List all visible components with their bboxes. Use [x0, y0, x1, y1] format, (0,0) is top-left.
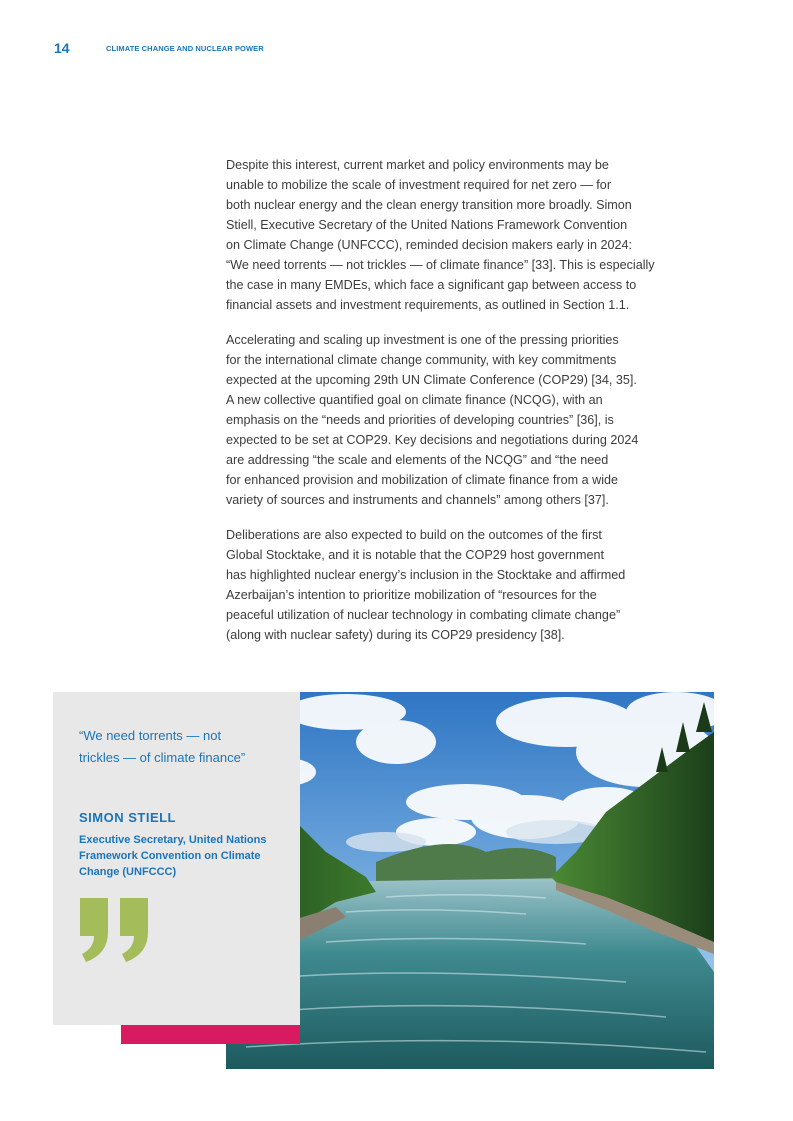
pull-quote-role: Executive Secretary, United Nations Framework Convention on Climate Change (UNFCCC) [79, 834, 267, 878]
body-text [226, 155, 696, 660]
accent-bar [121, 1025, 300, 1044]
pull-quote-box [53, 692, 300, 1025]
page-number: 14 [54, 40, 70, 56]
closing-quote-icon [78, 896, 154, 969]
pull-quote-text: “We need torrents — not trickles — of climate finance” [79, 728, 246, 765]
paragraph-1: Despite this interest, current market and policy environments may be unable to mobilize the scale of investment required for net zero — for both nuclear energy and the clean energy transition more broadly. Simon Stiell, Executive Secretary of the United Nations Framework Convention on Climate Change (UNFCCC), reminded decision makers early in 2024: “We need torrents — not trickles — of climate finance” [33]. This is especially the case in many EMDEs, which face a significant gap between access to financial assets and investment requirements, as outlined in Section 1.1. [226, 158, 655, 312]
paragraph-3: Deliberations are also expected to build on the outcomes of the first Global Stocktake, and it is notable that the COP29 host government has highlighted nuclear energy’s inclusion in the Stocktake and affirmed Azerbaijan’s intention to prioritize mobilization of “resources for the peaceful utilization of nuclear technology in combating climate change” (along with nuclear safety) during its COP29 presidency [38]. [226, 528, 626, 642]
running-header: CLIMATE CHANGE AND NUCLEAR POWER [106, 44, 264, 53]
paragraph-2: Accelerating and scaling up investment is one of the pressing priorities for the international climate change community, with key commitments expected at the upcoming 29th UN Climate Conference (COP29) [34, 35]. A new collective quantified goal on climate finance (NCQG), with an emphasis on the “needs and priorities of developing countries” [36], is expected to be set at COP29. Key decisions and negotiations during 2024 are addressing “the scale and elements of the NCQG” and “the need for enhanced provision and mobilization of climate finance from a wide variety of sources and instruments and channels” among others [37]. [226, 333, 639, 507]
pull-quote-author: SIMON STIELL [79, 810, 176, 825]
